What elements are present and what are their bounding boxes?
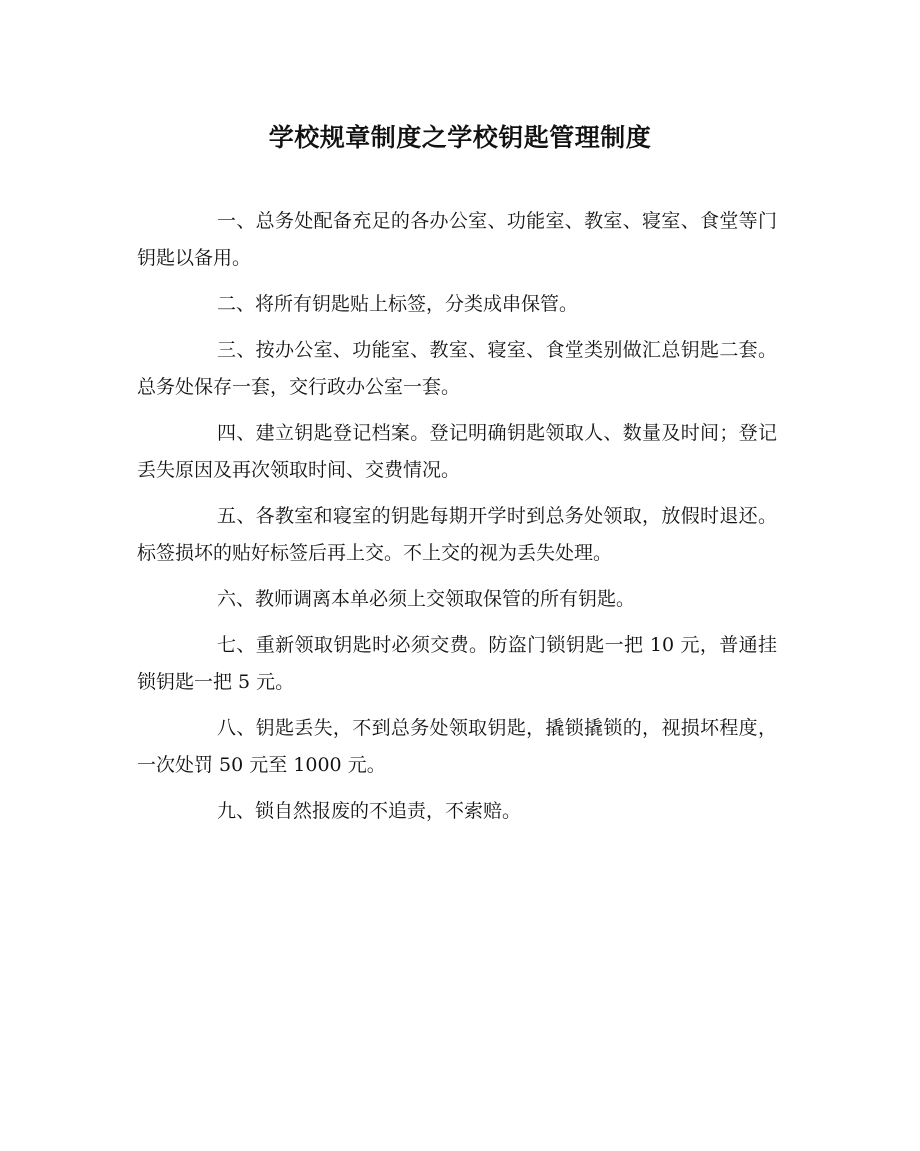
document-body (137, 203, 777, 839)
paragraph-item-1: 一、总务处配备充足的各办公室、功能室、教室、寝室、食堂等门钥匙以备用。 (137, 210, 777, 269)
paragraph-item-6: 六、教师调离本单必须上交领取保管的所有钥匙。 (217, 588, 636, 610)
paragraph-item-9: 九、锁自然报废的不追责，不索赔。 (217, 800, 522, 822)
paragraph-item-3: 三、按办公室、功能室、教室、寝室、食堂类别做汇总钥匙二套。总务处保存一套，交行政办公室一套。 (137, 339, 777, 398)
paragraph-item-8: 八、钥匙丢失，不到总务处领取钥匙，撬锁撬锁的，视损坏程度，一次处罚 50 元至 1000 元。 (137, 717, 777, 776)
paragraph-item-4: 四、建立钥匙登记档案。登记明确钥匙领取人、数量及时间；登记丢失原因及再次领取时间、交费情况。 (137, 422, 777, 481)
paragraph-item-5: 五、各教室和寝室的钥匙每期开学时到总务处领取，放假时退还。标签损坏的贴好标签后再上交。不上交的视为丢失处理。 (137, 505, 777, 564)
paragraph-item-2: 二、将所有钥匙贴上标签，分类成串保管。 (217, 293, 579, 315)
paragraph-item-7: 七、重新领取钥匙时必须交费。防盗门锁钥匙一把 10 元，普通挂锁钥匙一把 5 元。 (137, 634, 777, 693)
document-title: 学校规章制度之学校钥匙管理制度 (268, 123, 652, 152)
